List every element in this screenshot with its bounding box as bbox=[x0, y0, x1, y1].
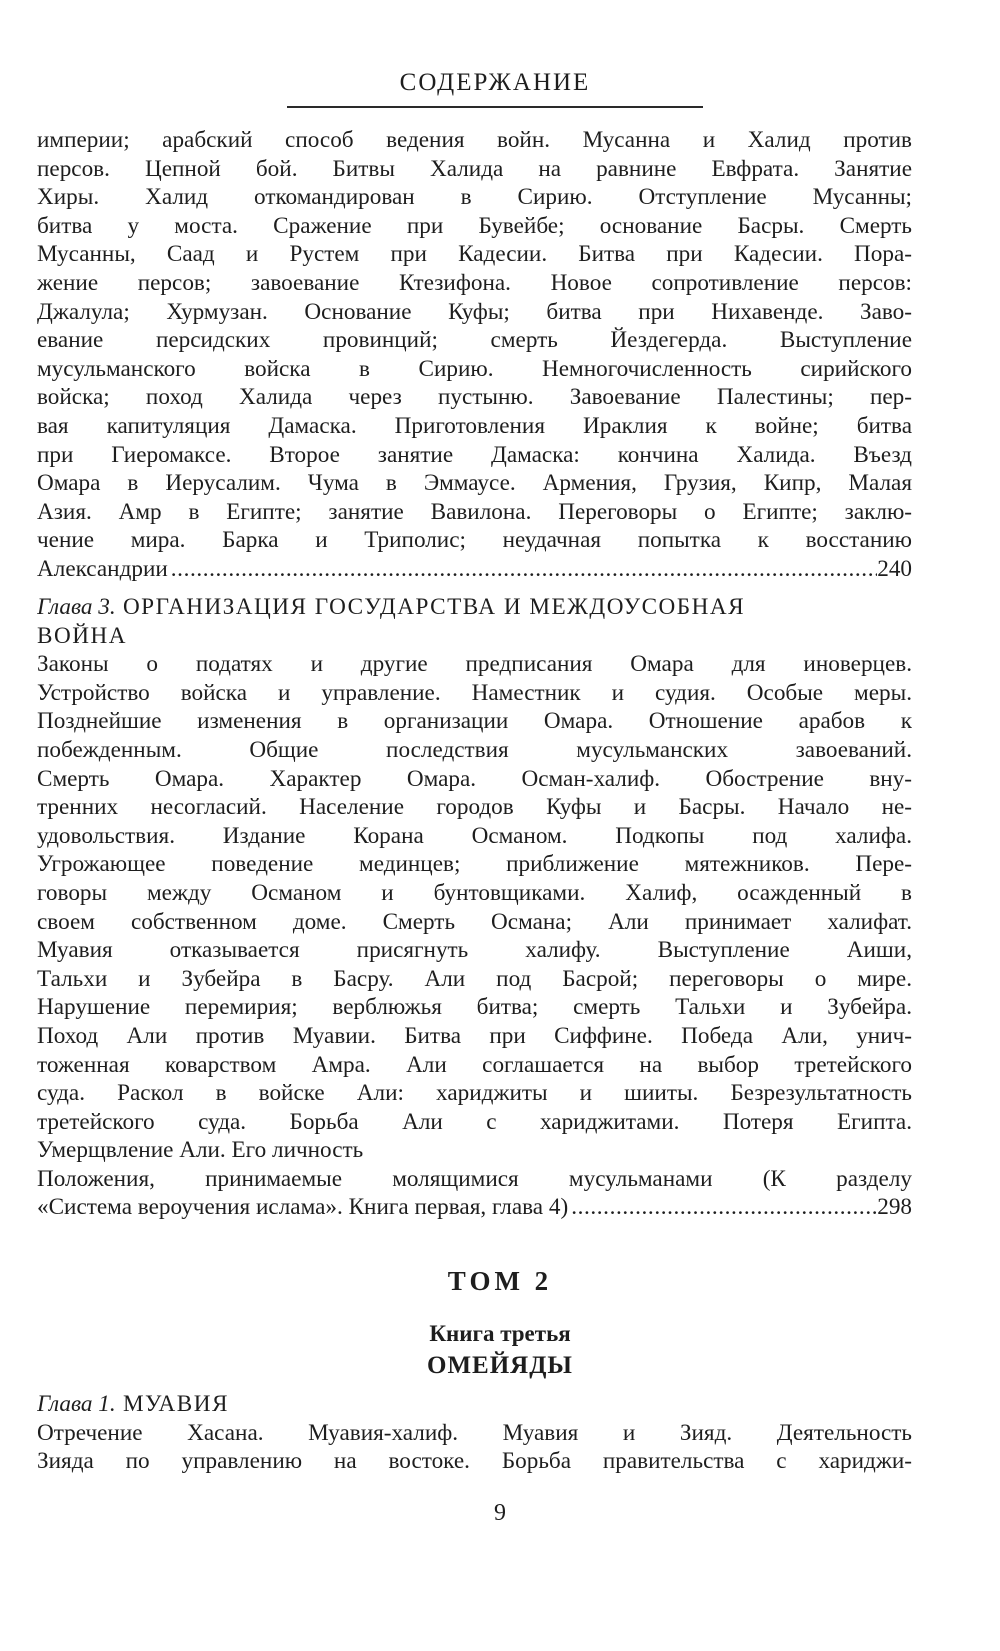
entry-line: Зияда по управлению на востоке. Борьба правительства с хариджи- bbox=[37, 1448, 912, 1475]
entry-line-last: Умерщвление Али. Его личность bbox=[37, 1137, 364, 1164]
entry-line: Хиры. Халид откомандирован в Сирию. Отступление Мусанны; bbox=[37, 184, 912, 211]
chapter-title: МУАВИЯ bbox=[122, 1391, 229, 1417]
toc-leader-line bbox=[37, 555, 912, 584]
entry-line: тренних несогласий. Население городов Куфы и Басры. Начало не- bbox=[37, 794, 912, 821]
chapter-label: Глава 3. bbox=[37, 594, 116, 620]
toc-leader-line bbox=[37, 1193, 912, 1222]
entry-line: Джалула; Хурмузан. Основание Куфы; битва при Нихавенде. Заво- bbox=[37, 298, 912, 325]
entry-line: мусульманского войска в Сирию. Немногочисленность сирийского bbox=[37, 355, 912, 382]
entry-line: чение мира. Барка и Триполис; неудачная попытка к восстанию bbox=[37, 527, 912, 554]
entry-line: тоженная коварством Амра. Али соглашается на выбор третейского bbox=[37, 1051, 912, 1078]
book-name: ОМЕЙЯДЫ bbox=[427, 1352, 573, 1379]
entry-line: Законы о податях и другие предписания Омара для иноверцев. bbox=[37, 651, 912, 678]
entry-line: Нарушение перемирия; верблюжья битва; смерть Тальхи и Зубейра. bbox=[37, 994, 912, 1021]
appendix-line: Положения, принимаемые молящимися мусульманами (К разделу bbox=[37, 1165, 912, 1192]
page-folio: 9 bbox=[494, 1500, 506, 1526]
dot-leader bbox=[168, 555, 877, 584]
entry-line: Позднейшие изменения в организации Омара. Отношение арабов к bbox=[37, 708, 912, 735]
entry-line: Тальхи и Зубейра в Басру. Али под Басрой; переговоры о мире. bbox=[37, 965, 912, 992]
entry-line: жение персов; завоевание Ктезифона. Новое сопротивление персов: bbox=[37, 269, 912, 296]
running-head-rule bbox=[287, 106, 703, 108]
entry-line: империи; арабский способ ведения войн. Мусанна и Халид против bbox=[37, 127, 912, 153]
entry-line: говоры между Османом и бунтовщиками. Халиф, осажденный в bbox=[37, 879, 912, 906]
chapter-title-continued: ВОЙНА bbox=[37, 622, 127, 649]
entry-line: вая капитуляция Дамаска. Приготовления Ираклия к войне; битва bbox=[37, 412, 912, 439]
entry-line: Смерть Омара. Характер Омара. Осман-халиф. Обострение вну- bbox=[37, 765, 912, 792]
toc-entry-chapter-1 bbox=[37, 1390, 912, 1476]
toc-entry-continuation bbox=[37, 126, 912, 584]
entry-line: Поход Али против Муавии. Битва при Сиффине. Победа Али, унич- bbox=[37, 1022, 912, 1049]
entry-line: Устройство войска и управление. Наместник и судия. Особые меры. bbox=[37, 679, 912, 706]
chapter-title: ОРГАНИЗАЦИЯ ГОСУДАРСТВА И МЕЖДОУСОБНАЯ bbox=[122, 594, 746, 620]
entry-line-text: Александрии bbox=[37, 555, 168, 582]
entry-line: Угрожающее поведение мединцев; приближение мятежников. Пере- bbox=[37, 851, 912, 878]
volume-title: ТОМ 2 bbox=[447, 1266, 553, 1296]
entry-line: своем собственном доме. Смерть Османа; Али принимает халифат. bbox=[37, 908, 912, 935]
page-number: 298 bbox=[877, 1194, 912, 1221]
entry-line: удовольствия. Издание Корана Османом. Подкопы под халифа. bbox=[37, 822, 912, 849]
page-number: 240 bbox=[877, 555, 912, 582]
entry-line: битва у моста. Сражение при Бувейбе; основание Басры. Смерть bbox=[37, 212, 912, 239]
chapter-label: Глава 1. bbox=[37, 1391, 116, 1417]
chapter-heading bbox=[37, 1390, 912, 1419]
dot-leader bbox=[568, 1193, 877, 1222]
entry-line: евание персидских провинций; смерть Йездегерда. Выступление bbox=[37, 327, 912, 354]
entry-line: войска; поход Халида через пустыню. Завоевание Палестины; пер- bbox=[37, 384, 912, 411]
entry-line: при Гиеромаксе. Второе занятие Дамаска: кончина Халида. Въезд bbox=[37, 441, 912, 468]
entry-line: побежденным. Общие последствия мусульманских завоеваний. bbox=[37, 736, 912, 763]
entry-line: Азия. Амр в Египте; занятие Вавилона. Переговоры о Египте; заклю- bbox=[37, 498, 912, 525]
entry-line: третейского суда. Борьба Али с хариджитами. Потеря Египта. bbox=[37, 1108, 912, 1135]
entry-line: Омара в Иерусалим. Чума в Эммаусе. Армения, Грузия, Кипр, Малая bbox=[37, 470, 912, 497]
entry-line: Мусанны, Саад и Рустем при Кадесии. Битва при Кадесии. Пора- bbox=[37, 241, 912, 268]
chapter-heading bbox=[37, 593, 912, 622]
entry-line: Отречение Хасана. Муавия-халиф. Муавия и Зияд. Деятельность bbox=[37, 1419, 912, 1446]
book-title: Книга третья bbox=[429, 1321, 571, 1346]
entry-line: суда. Раскол в войске Али: хариджиты и шииты. Безрезультатность bbox=[37, 1080, 912, 1107]
toc-entry-chapter-3 bbox=[37, 593, 912, 1222]
running-head: СОДЕРЖАНИЕ bbox=[399, 69, 591, 96]
entry-line-text: «Система вероучения ислама». Книга первая, глава 4) bbox=[37, 1194, 569, 1221]
entry-line: персов. Цепной бой. Битвы Халида на равнине Евфрата. Занятие bbox=[37, 155, 912, 182]
entry-line: Муавия отказывается присягнуть халифу. Выступление Аиши, bbox=[37, 937, 912, 964]
